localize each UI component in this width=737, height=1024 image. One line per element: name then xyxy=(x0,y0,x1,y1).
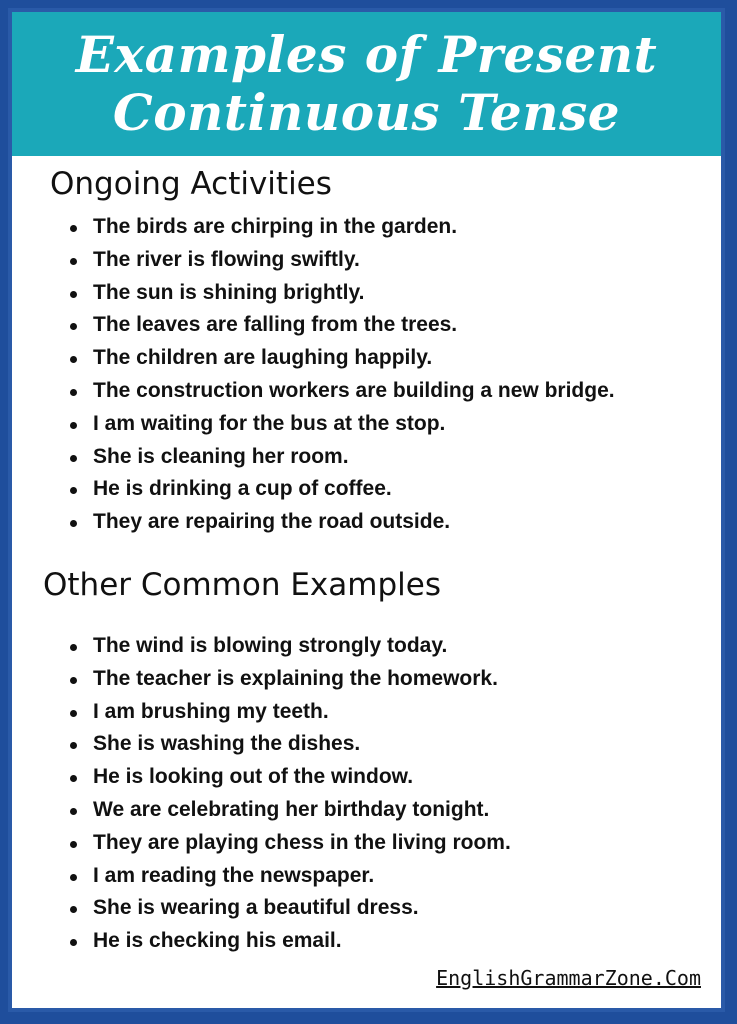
list-item: The construction workers are building a new bridge. xyxy=(66,375,615,408)
list-item: He is drinking a cup of coffee. xyxy=(66,473,615,506)
list-item: They are repairing the road outside. xyxy=(66,506,615,539)
list-item: The birds are chirping in the garden. xyxy=(66,211,615,244)
list-item: He is looking out of the window. xyxy=(66,761,511,794)
list-item: I am waiting for the bus at the stop. xyxy=(66,408,615,441)
list-item: She is cleaning her room. xyxy=(66,441,615,474)
list-item: The sun is shining brightly. xyxy=(66,277,615,310)
title-banner xyxy=(12,12,721,156)
list-item: She is washing the dishes. xyxy=(66,728,511,761)
section-heading-ongoing-activities: Ongoing Activities xyxy=(50,166,332,202)
site-watermark-link[interactable]: EnglishGrammarZone.Com xyxy=(436,966,701,990)
title-line-1: Examples of Present xyxy=(75,25,658,84)
list-item: The wind is blowing strongly today. xyxy=(66,630,511,663)
list-item: I am reading the newspaper. xyxy=(66,860,511,893)
list-item: We are celebrating her birthday tonight. xyxy=(66,794,511,827)
list-item: The children are laughing happily. xyxy=(66,342,615,375)
list-item: The teacher is explaining the homework. xyxy=(66,663,511,696)
title-line-2: Continuous Tense xyxy=(112,83,621,142)
page-frame xyxy=(8,8,725,1012)
list-item: The leaves are falling from the trees. xyxy=(66,309,615,342)
list-item: I am brushing my teeth. xyxy=(66,696,511,729)
other-common-examples-list xyxy=(66,630,511,958)
list-item: She is wearing a beautiful dress. xyxy=(66,892,511,925)
list-item: He is checking his email. xyxy=(66,925,511,958)
section-heading-other-common-examples: Other Common Examples xyxy=(43,567,441,603)
list-item: They are playing chess in the living room. xyxy=(66,827,511,860)
ongoing-activities-list xyxy=(66,211,615,539)
page-title xyxy=(76,26,657,142)
list-item: The river is flowing swiftly. xyxy=(66,244,615,277)
